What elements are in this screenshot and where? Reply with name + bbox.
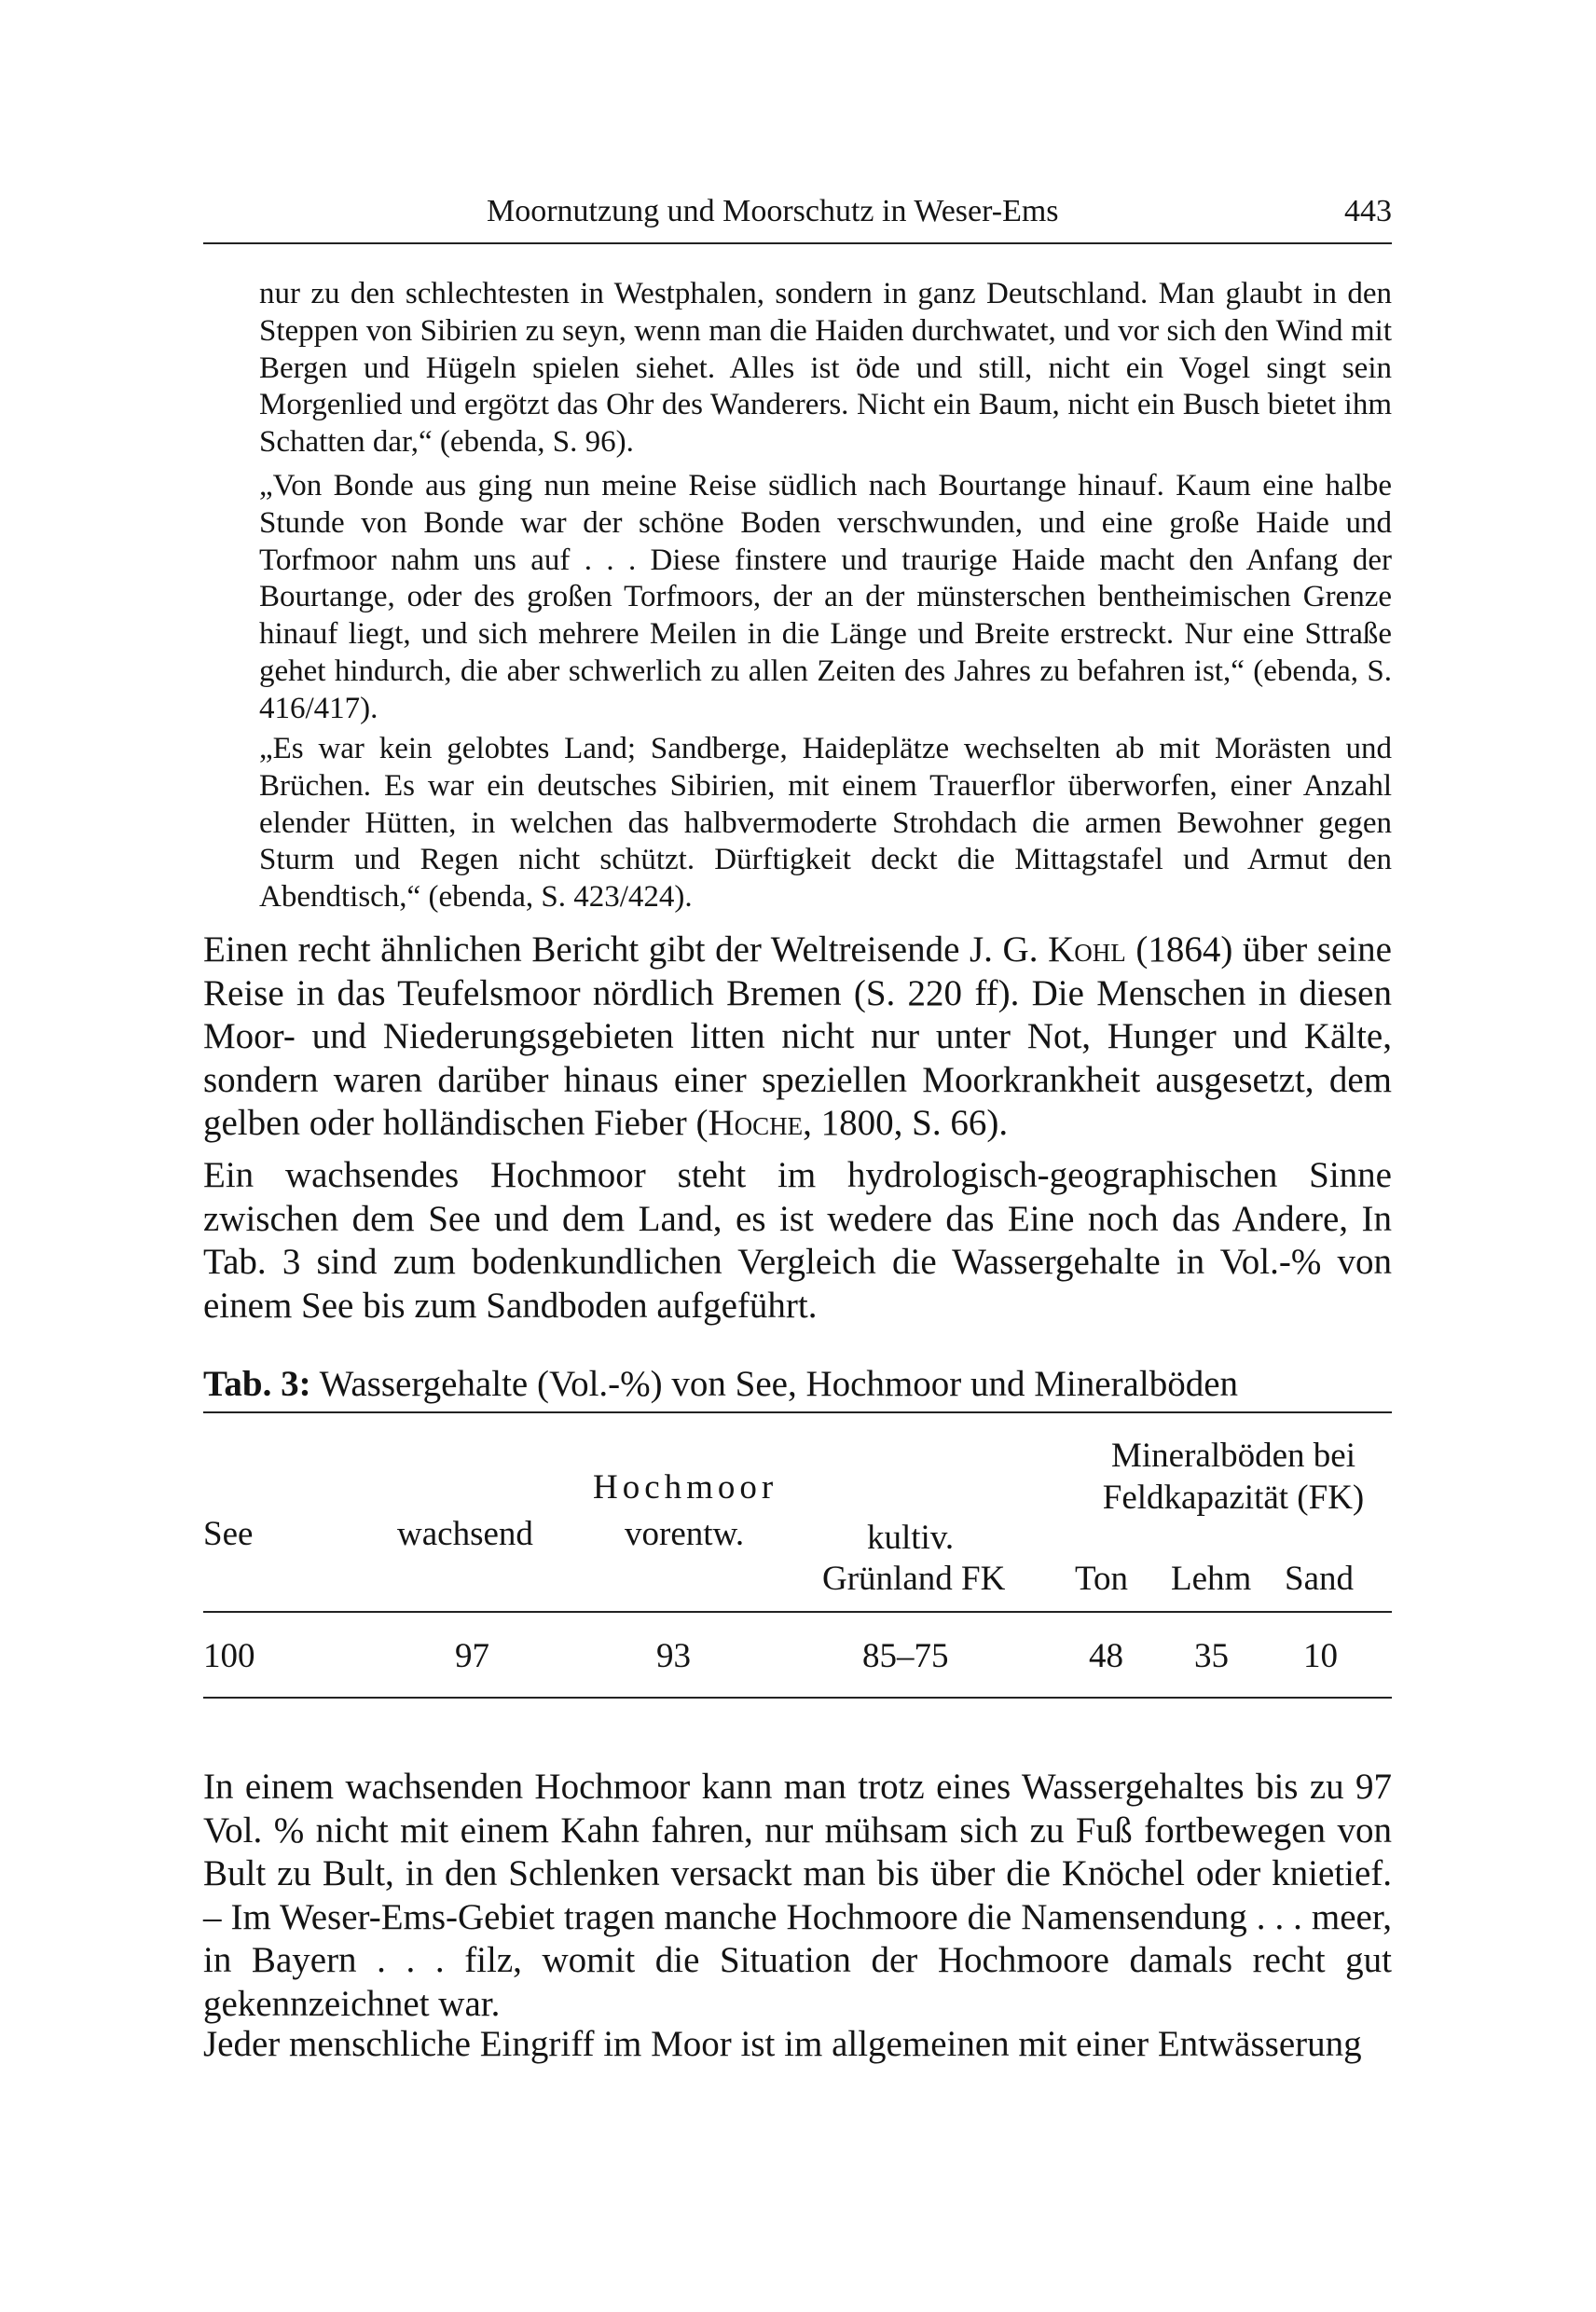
page-number: 443	[1344, 194, 1392, 228]
column-header: Lehm	[1171, 1560, 1252, 1598]
table-cell: 97	[455, 1637, 489, 1675]
table-cell: 10	[1303, 1637, 1338, 1675]
running-title: Moornutzung und Moorschutz in Weser-Ems	[487, 194, 1059, 228]
table-cell: 100	[203, 1637, 255, 1675]
table-cell: 93	[656, 1637, 691, 1675]
column-header: Ton	[1075, 1560, 1129, 1598]
table-label: Tab. 3:	[203, 1364, 311, 1404]
table-caption: Tab. 3: Wassergehalte (Vol.-%) von See, Hochmoor und Mineralböden	[203, 1364, 1239, 1404]
body-paragraph: Ein wachsendes Hochmoor steht im hydrologisch-geographischen Sinne zwischen dem See und dem Land, es ist wedere das Eine noch das Andere, In Tab. 3 sind zum bodenkundlichen Vergleich die Wassergehalte in Vol.-% von einem See bis zum Sandboden aufgeführt.	[203, 1155, 1392, 1326]
author-name: Kohl	[1048, 929, 1126, 970]
column-header: See	[203, 1515, 254, 1553]
author-name: Hoche	[708, 1103, 804, 1143]
column-header: wachsend	[397, 1515, 533, 1553]
header-group-mineral: Feldkapazität (FK)	[1102, 1479, 1365, 1517]
body-paragraph: Jeder menschliche Eingriff im Moor ist im allgemeinen mit einer Entwässerung	[203, 2024, 1362, 2064]
column-header: vorentw.	[625, 1515, 745, 1553]
column-header: Sand	[1285, 1560, 1354, 1598]
header-group-mineral: Mineralböden bei	[1111, 1437, 1355, 1475]
table-header-rule	[203, 1611, 1392, 1613]
table-cell: 48	[1089, 1637, 1123, 1675]
body-paragraph: Einen recht ähnlichen Bericht gibt der Weltreisende J. G. Kohl (1864) über seine Reise in das Teufelsmoor nördlich Bremen (S. 220 ff). Die Menschen in diesen Moor- und Niederungsgebieten litten nicht nur unter Not, Hunger und Kälte, sondern waren darüber hinaus einer speziellen Moorkrankheit ausgesetzt, dem gelben oder holländischen Fieber (Hoche, 1800, S. 66).	[203, 929, 1392, 1143]
column-header: kultiv.	[867, 1519, 955, 1557]
table-top-rule	[203, 1411, 1392, 1413]
body-paragraph: In einem wachsenden Hochmoor kann man trotz eines Wassergehaltes bis zu 97 Vol. % nicht mit einem Kahn fahren, nur mühsam sich zu Fuß fortbewegen von Bult zu Bult, in den Schlenken versackt man bis über die Knöchel oder knietief. – Im Weser-Ems-Gebiet tragen manche Hochmoore die Namensendung . . . meer, in Bayern . . . filz, womit die Situation der Hochmoore damals recht gut gekennzeichnet war.	[203, 1767, 1392, 2024]
table-cell: 85–75	[862, 1637, 949, 1675]
quote-paragraph: nur zu den schlechtesten in Westphalen, sondern in ganz Deutschland. Man glaubt in den Steppen von Sibirien zu seyn, wenn man die Haiden durchwatet, und vor sich den Wind mit Bergen und Hügeln spielen siehet. Alles ist öde und still, nicht ein Vogel singt sein Morgenlied und ergötzt das Ohr des Wanderers. Nicht ein Baum, nicht ein Busch bietet ihm Schatten dar,“ (ebenda, S. 96).	[259, 277, 1392, 460]
page-header	[203, 186, 1392, 244]
table-bottom-rule	[203, 1697, 1392, 1699]
quote-paragraph: „Es war kein gelobtes Land; Sandberge, Haideplätze wechselten ab mit Morästen und Brüchen. Es war ein deutsches Sibirien, mit einem Trauerflor überworfen, einer Anzahl elender Hütten, in welchen das halbvermoderte Strohdach die armen Bewohner gegen Sturm und Regen nicht schützt. Dürftigkeit deckt die Mittagstafel und Armut den Abendtisch,“ (ebenda, S. 423/424).	[259, 732, 1392, 915]
header-group-hochmoor: Hochmoor	[593, 1468, 778, 1507]
quote-paragraph: „Von Bonde aus ging nun meine Reise südlich nach Bourtange hinauf. Kaum eine halbe Stunde von Bonde war der schöne Boden verschwunden, und eine große Haide und Torfmoor nahm uns auf . . . Diese finstere und traurige Haide macht den Anfang der Bourtange, oder des großen Torfmoors, der an der münsterschen bentheimischen Grenze hinauf liegt, und sich mehrere Meilen in die Länge und Breite erstreckt. Nur eine Sttraße gehet hindurch, die aber schwerlich zu allen Zeiten des Jahres zu befahren ist,“ (ebenda, S. 416/417).	[259, 469, 1392, 725]
column-header: Grünland FK	[822, 1560, 1006, 1598]
table-cell: 35	[1194, 1637, 1229, 1675]
